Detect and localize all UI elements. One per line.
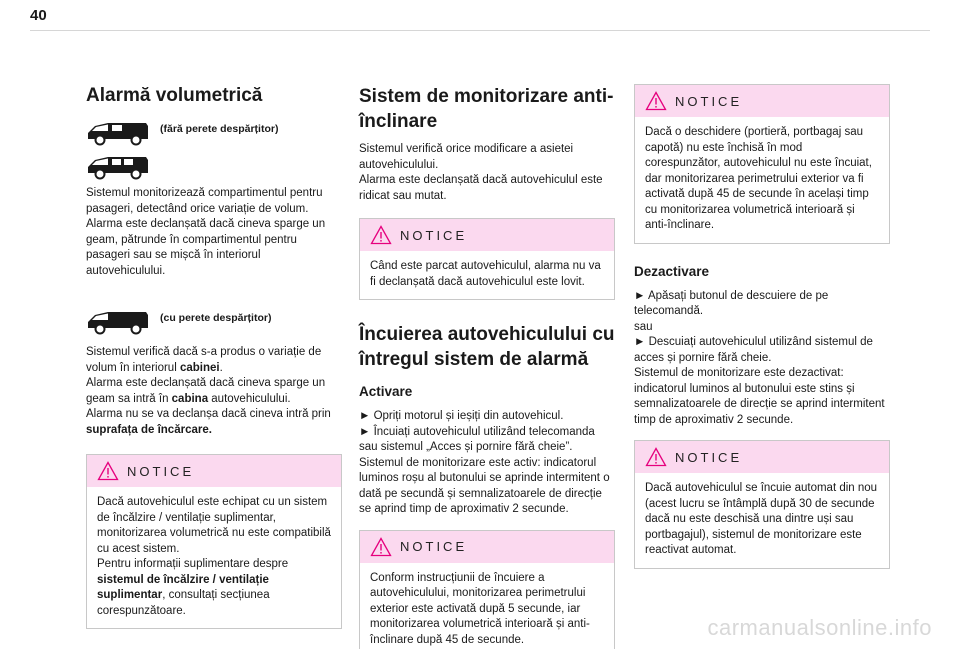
notice-title: NOTICE (675, 93, 743, 109)
van-icon (86, 120, 150, 146)
notice-header (360, 219, 614, 251)
vehicle-variant-no-partition (86, 120, 342, 146)
column-deactivation (634, 84, 890, 569)
notice-text: Dacă o deschidere (portieră, portbagaj sau capotă) nu este închisă în mod corespunzător, autovehiculul nu este încuiat, dar monitorizarea perimetrului exterior va fi activată după 45 de secunde în același timp cu monitorizarea volumetrică interioară și anti-înclinare. (645, 126, 872, 231)
notice-box-parked (359, 218, 615, 300)
notice-box-lock-timing (359, 530, 615, 649)
notice-box-heating (86, 454, 342, 629)
notice-text: Dacă autovehiculul se încuie automat din nou (acest lucru se întâmplă după 30 de secunde dacă nu este deschisă una dintre uși sau portbagajul), sistemul de monitorizare este reactivat automat. (645, 482, 878, 556)
notice-title: NOTICE (127, 463, 195, 479)
warning-triangle-icon (370, 537, 392, 557)
warning-triangle-icon (97, 461, 119, 481)
van-icon (86, 154, 150, 180)
vehicle-variant-with-partition (86, 309, 342, 335)
notice-header (360, 531, 614, 563)
notice-box-auto-relock (634, 440, 890, 569)
warning-triangle-icon (645, 447, 667, 467)
section-title-tilt-monitoring: Sistem de monitorizare anti-înclinare (359, 86, 614, 132)
notice-text: Când este parcat autovehiculul, alarma nu va fi declanșată dacă autovehiculul este lovit. (370, 260, 601, 288)
activation-steps: ► Opriți motorul și ieșiți din autovehicul. ► Încuiați autovehiculul utilizând telecomanda sau sistemul „Acces și pornire fără cheie”. Sistemul de monitorizare este activ: indicatorul luminos roșu al butonului se aprinde intermitent o dată pe secundă și semnalizatoarele de direcție se aprind timp de aproximativ 2 secunde. (359, 410, 610, 515)
notice-text: Dacă autovehiculul este echipat cu un sistem de încălzire / ventilație suplimentar, monitorizarea volumetrică nu este compatibilă cu acest sistem. Pentru informații suplimentare despre sistemul de încălzire / ventilație suplimentar, consultați secțiunea corespunzătoare. (97, 496, 331, 617)
van-icon (86, 309, 150, 335)
notice-title: NOTICE (675, 449, 743, 465)
subheading-activation: Activare (359, 384, 413, 399)
vehicle-variant-label: (cu perete despărțitor) (160, 312, 272, 324)
partition-description: Sistemul verifică dacă s-a produs o variație de volum în interiorul cabinei. Alarma este declanșată dacă cineva sparge un geam sa intră în cabina autovehiculului. Alarma nu se va declanșa dacă cineva intră prin suprafața de încărcare. (86, 346, 331, 436)
top-divider (30, 30, 930, 31)
watermark: carmanualsonline.info (707, 615, 932, 640)
deactivation-steps: ► Apăsați butonul de descuiere de pe telecomandă. sau ► Descuiați autovehiculul utilizând sistemul de acces și pornire fără cheie. Sistemul de monitorizare este dezactivat: indicatorul luminos al butonului este stins și semnalizatoarele de direcție se aprind intermitent timp de aproximativ 2 secunde. (634, 289, 885, 426)
warning-triangle-icon (370, 225, 392, 245)
warning-triangle-icon (645, 91, 667, 111)
column-tilt-monitoring (359, 84, 615, 649)
vehicle-variant-label: (fără perete despărțitor) (160, 123, 279, 135)
notice-text: Conform instrucțiunii de încuiere a autovehiculului, monitorizarea perimetrului exterior este activată după 5 secunde, iar monitorizarea volumetrică interioară și anti-înclinare după 45 de secunde. (370, 571, 590, 646)
page-number: 40 (30, 7, 47, 24)
volumetric-description: Sistemul monitorizează compartimentul pentru pasageri, detectând orice variație de volum. Alarma este declanșată dacă cineva sparge un geam, pătrunde în compartimentul pentru pasageri sau se mișcă în interiorul autovehiculului. (86, 187, 326, 277)
tilt-description: Sistemul verifică orice modificare a asietei autovehiculului. Alarma este declanșată dacă autovehiculul este ridicat sau mutat. (359, 143, 603, 202)
section-title-full-alarm-locking: Încuierea autovehiculului cu întregul sistem de alarmă (359, 324, 615, 370)
section-title-volumetric-alarm: Alarmă volumetrică (86, 85, 263, 106)
notice-header (635, 85, 889, 117)
notice-header (87, 455, 341, 487)
notice-box-opening-not-closed (634, 84, 890, 244)
vehicle-variant-no-partition-alt (86, 154, 342, 180)
notice-title: NOTICE (400, 227, 468, 243)
notice-title: NOTICE (400, 539, 468, 554)
notice-header (635, 441, 889, 473)
subheading-deactivation: Dezactivare (634, 263, 710, 279)
column-volumetric-alarm (86, 84, 342, 629)
